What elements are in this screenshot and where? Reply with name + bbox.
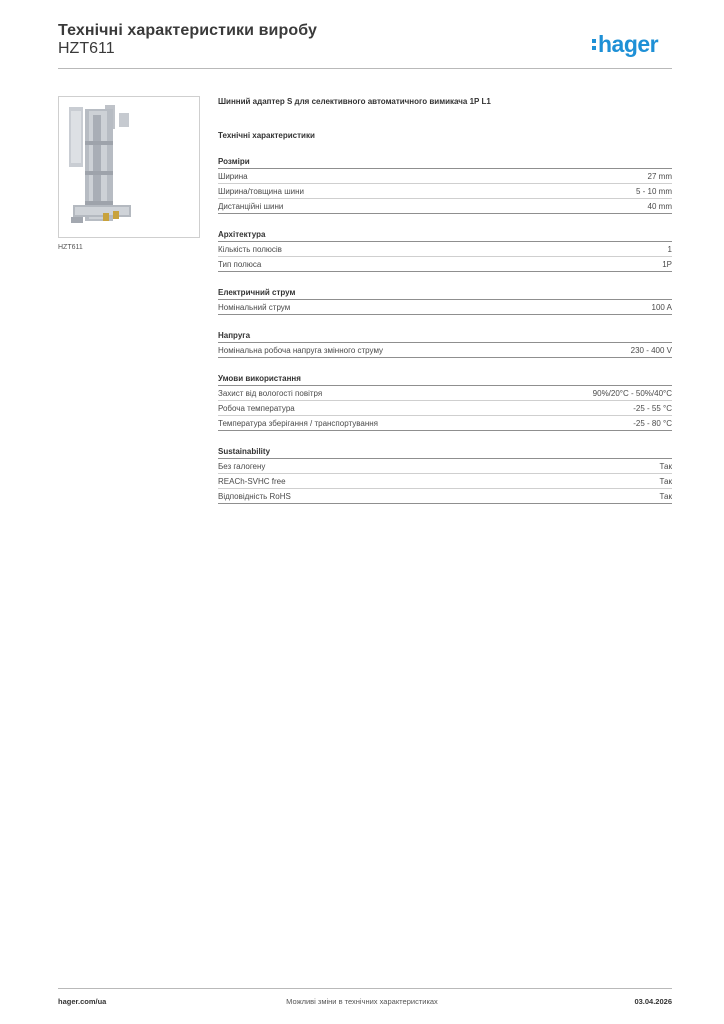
section-sustainability: [218, 445, 672, 504]
section-architecture: [218, 228, 672, 272]
section-title: Електричний струм: [218, 286, 672, 300]
spec-row: [218, 459, 672, 474]
spec-value: 27 mm: [647, 172, 672, 181]
spec-value: -25 - 80 °C: [633, 419, 672, 428]
section-title: Напруга: [218, 329, 672, 343]
spec-row: [218, 474, 672, 489]
spec-label: Робоча температура: [218, 404, 295, 413]
section-title: Архітектура: [218, 228, 672, 242]
spec-value: -25 - 55 °C: [633, 404, 672, 413]
hager-logo[interactable]: [592, 30, 658, 58]
spec-panel: [218, 96, 672, 504]
section-title: Розміри: [218, 155, 672, 169]
spec-label: Ширина: [218, 172, 248, 181]
spec-value: Так: [659, 477, 672, 486]
spec-label: REACh-SVHC free: [218, 477, 286, 486]
section-title: Sustainability: [218, 445, 672, 459]
spec-value: 90%/20°C - 50%/40°C: [592, 389, 672, 398]
spec-row: [218, 401, 672, 416]
spec-label: Температура зберігання / транспортування: [218, 419, 379, 428]
spec-value: 1P: [662, 260, 672, 269]
spec-value: Так: [659, 462, 672, 471]
image-caption: HZT611: [58, 244, 83, 251]
spec-value: Так: [659, 492, 672, 501]
section-usage-conditions: [218, 372, 672, 431]
spec-row: [218, 416, 672, 431]
spec-value: 230 - 400 V: [630, 346, 672, 355]
page-title: Технічні характеристики виробу: [58, 22, 317, 39]
section-voltage: [218, 329, 672, 358]
spec-row: [218, 199, 672, 214]
section-title: Умови використання: [218, 372, 672, 386]
footer-website-link[interactable]: hager.com/ua: [58, 997, 107, 1006]
logo-text: hager: [598, 30, 659, 57]
spec-row: [218, 257, 672, 272]
product-code: HZT611: [58, 40, 115, 57]
section-dimensions: [218, 155, 672, 214]
spec-row: [218, 300, 672, 315]
spec-row: [218, 343, 672, 358]
spec-label: Без галогену: [218, 462, 266, 471]
spec-heading: Технічні характеристики: [218, 131, 315, 140]
spec-row: [218, 489, 672, 504]
product-image: [58, 96, 200, 238]
bus-adapter-illustration-icon: [59, 97, 199, 237]
spec-row: [218, 386, 672, 401]
header-divider: [58, 68, 672, 69]
spec-label: Відповідність RoHS: [218, 492, 291, 501]
product-description: Шинний адаптер S для селективного автоматичного вимикача 1P L1: [218, 97, 491, 106]
spec-label: Тип полюса: [218, 260, 262, 269]
logo-dots-icon: [592, 37, 596, 51]
spec-label: Номінальна робоча напруга змінного струму: [218, 346, 384, 355]
spec-value: 1: [667, 245, 672, 254]
footer-notice: Можливі зміни в технічних характеристиках: [286, 997, 438, 1006]
section-current: [218, 286, 672, 315]
spec-label: Ширина/товщина шини: [218, 187, 304, 196]
spec-label: Кількість полюсів: [218, 245, 282, 254]
spec-label: Номінальний струм: [218, 303, 291, 312]
spec-value: 100 A: [651, 303, 672, 312]
spec-value: 40 mm: [647, 202, 672, 211]
spec-label: Дистанційні шини: [218, 202, 284, 211]
spec-label: Захист від вологості повітря: [218, 389, 323, 398]
spec-row: [218, 242, 672, 257]
spec-value: 5 - 10 mm: [635, 187, 672, 196]
footer-date: 03.04.2026: [634, 997, 672, 1006]
footer-divider: [58, 988, 672, 989]
spec-row: [218, 184, 672, 199]
spec-row: [218, 169, 672, 184]
